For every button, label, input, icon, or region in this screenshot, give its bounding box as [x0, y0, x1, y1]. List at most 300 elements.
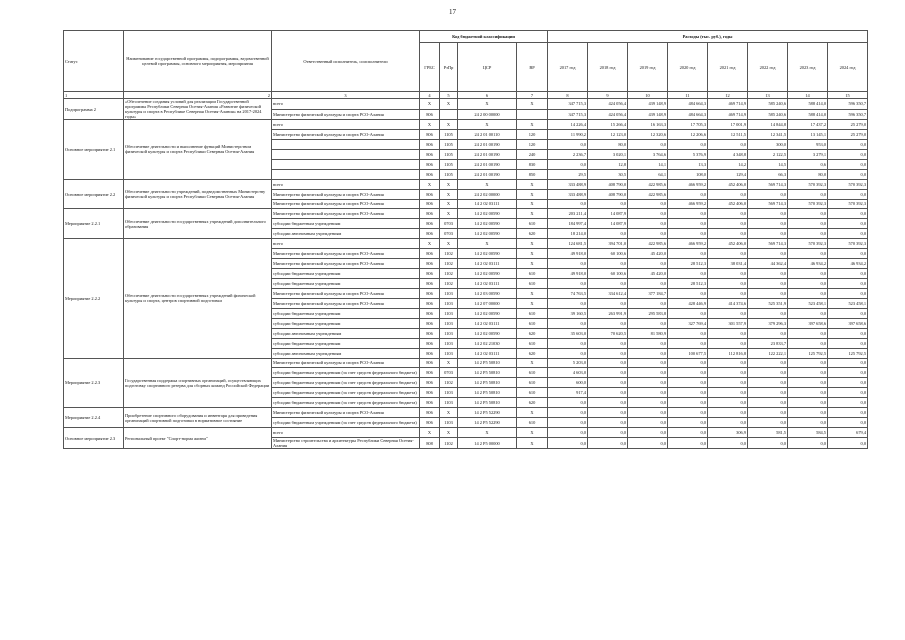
row-value: 0,0 [828, 279, 868, 289]
row-executor [272, 159, 420, 169]
row-value: 0,0 [788, 288, 828, 298]
row-code: X [517, 288, 548, 298]
row-code: X [517, 358, 548, 368]
row-code: 610 [517, 388, 548, 398]
row-value: 0,0 [668, 438, 708, 449]
row-code: X [458, 239, 517, 249]
row-code: 830 [517, 159, 548, 169]
row-value: 0,0 [828, 358, 868, 368]
row-code: 1103 [440, 348, 458, 358]
row-value: 0,0 [828, 169, 868, 179]
row-value: 0,0 [628, 199, 668, 209]
row-executor: Министерство физической культуры и спорта РСО-Алания [272, 358, 420, 368]
row-value: 0,0 [788, 388, 828, 398]
row-value: 0,0 [668, 398, 708, 408]
row-value: 414 374,6 [708, 298, 748, 308]
row-value: 0,0 [788, 378, 828, 388]
row-code: 806 [420, 269, 440, 279]
row-name: Региональный проект "Спорт-норма жизни" [124, 428, 272, 449]
row-code: 806 [420, 229, 440, 239]
row-code: X [420, 428, 440, 438]
row-value: 17 001,9 [708, 120, 748, 130]
row-value: 347 715,3 [548, 109, 588, 120]
row-code: 610 [517, 318, 548, 328]
row-code: 14 2 P5 50810 [458, 398, 517, 408]
row-value: 14,2 [708, 159, 748, 169]
row-value: 0,0 [588, 259, 628, 269]
row-value: 0,0 [748, 288, 788, 298]
row-value: 569 714,3 [748, 179, 788, 189]
row-code: 806 [420, 368, 440, 378]
row-code: X [440, 428, 458, 438]
row-executor [272, 169, 420, 179]
header-year: 2022 год [748, 43, 788, 92]
row-code: 620 [517, 328, 548, 338]
row-value: 0,0 [708, 288, 748, 298]
row-code: 240 [517, 149, 548, 159]
row-value: 23 833,7 [748, 338, 788, 348]
row-value: 0,0 [828, 219, 868, 229]
row-code: 14 2 02 03111 [458, 348, 517, 358]
table-row [64, 179, 868, 189]
row-value: 0,0 [668, 358, 708, 368]
row-code: 806 [420, 298, 440, 308]
row-value: 12 206,6 [668, 129, 708, 139]
row-executor: Министерство физической культуры и спорта РСО-Алания [272, 298, 420, 308]
row-code: X [458, 428, 517, 438]
row-value: 588 414,0 [788, 99, 828, 110]
row-value: 4 348,8 [708, 149, 748, 159]
row-code: X [440, 408, 458, 418]
row-value: 469 714,9 [708, 109, 748, 120]
row-value: 0,0 [828, 249, 868, 259]
row-value: 0,0 [628, 209, 668, 219]
row-value: 0,0 [748, 328, 788, 338]
row-value: 108,0 [668, 169, 708, 179]
row-code: 120 [517, 129, 548, 139]
row-value: 0,0 [788, 269, 828, 279]
row-value: 0,0 [748, 219, 788, 229]
row-code: 24 2 00 00000 [458, 109, 517, 120]
row-value: 12 511,5 [708, 129, 748, 139]
row-executor: Министерство строительства и архитектуры Республики Северная Осетия-Алания [272, 438, 420, 449]
row-value: 439 148,9 [628, 109, 668, 120]
row-code: 120 [517, 139, 548, 149]
row-executor: Министерство физической культуры и спорта РСО-Алания [272, 249, 420, 259]
row-executor: субсидии бюджетным учреждениям (за счет средств федерального бюджета) [272, 398, 420, 408]
row-value: 0,0 [788, 398, 828, 408]
row-value: 0,0 [628, 139, 668, 149]
row-code: 14 2 02 00590 [458, 308, 517, 318]
row-code: 0703 [440, 229, 458, 239]
row-value: 379 296,3 [748, 318, 788, 328]
row-code: 806 [420, 109, 440, 120]
row-status: Основное мероприятие 2.1 [64, 120, 124, 180]
row-value: 424 056,4 [588, 109, 628, 120]
table-row [64, 408, 868, 418]
table-row [64, 209, 868, 219]
row-code: 806 [420, 159, 440, 169]
row-value: 0,0 [788, 438, 828, 449]
row-value: 13,3 [668, 159, 708, 169]
row-value: 125 792,5 [788, 348, 828, 358]
row-value: 347 715,3 [548, 99, 588, 110]
row-value: 0,0 [668, 269, 708, 279]
row-value: 0,0 [748, 438, 788, 449]
row-status: Основное мероприятие 2.2 [64, 179, 124, 209]
row-status: Мероприятие 2.2.4 [64, 408, 124, 428]
header-year: 2023 год [788, 43, 828, 92]
row-code: 24 2 02 00000 [458, 189, 517, 199]
row-value: 377 184,7 [628, 288, 668, 298]
row-value: 0,0 [668, 418, 708, 428]
row-value: 0,0 [828, 269, 868, 279]
row-value: 13 145,1 [788, 129, 828, 139]
row-code: X [517, 259, 548, 269]
row-value: 0,0 [828, 328, 868, 338]
row-value: 452 406,0 [708, 199, 748, 209]
row-executor: субсидии бюджетным учреждениям [272, 269, 420, 279]
row-value: 0,0 [668, 388, 708, 398]
row-code: X [517, 438, 548, 449]
row-value: 3 020,1 [588, 149, 628, 159]
row-value: 0,0 [828, 209, 868, 219]
row-value: 25 279,0 [828, 120, 868, 130]
row-value: 570 392,3 [788, 179, 828, 189]
row-value: 422 985,6 [628, 179, 668, 189]
row-code: 806 [420, 328, 440, 338]
row-code: 1103 [440, 318, 458, 328]
row-value: 2 122,5 [748, 149, 788, 159]
row-value: 0,0 [548, 438, 588, 449]
row-executor: Министерство физической культуры и спорта РСО-Алания [272, 408, 420, 418]
header-year: 2024 год [828, 43, 868, 92]
row-value: 0,0 [788, 189, 828, 199]
row-value: 0,0 [788, 249, 828, 259]
header-year: 2021 год [708, 43, 748, 92]
row-name: Обеспечение деятельности учреждений, подведомственных Министерству физической культуры и спорта Республики Северная Осетия-Алания [124, 179, 272, 209]
row-value: 306,9 [708, 428, 748, 438]
row-code: 806 [420, 169, 440, 179]
row-code: 806 [420, 348, 440, 358]
row-code: 806 [420, 129, 440, 139]
row-value: 45 420,0 [628, 269, 668, 279]
row-code: 14 2 07 00000 [458, 298, 517, 308]
row-value: 917,4 [548, 388, 588, 398]
row-value: 0,0 [708, 328, 748, 338]
row-value: 0,0 [668, 408, 708, 418]
row-name: Государственная поддержка спортивных организаций, осуществляющих подготовку спортивного резерва для сборных команд Российской Федерации [124, 358, 272, 408]
row-value: 0,0 [628, 348, 668, 358]
row-code: X [440, 189, 458, 199]
row-code: X [420, 120, 440, 130]
row-value: 0,0 [628, 408, 668, 418]
table-row [64, 120, 868, 130]
row-code: 1103 [440, 388, 458, 398]
row-value: 0,0 [708, 378, 748, 388]
row-value: 466 959,2 [668, 179, 708, 189]
row-value: 0,0 [668, 189, 708, 199]
row-value: 0,0 [668, 229, 708, 239]
row-code: 806 [420, 388, 440, 398]
row-value: 66,3 [748, 169, 788, 179]
row-value: 466 959,2 [668, 239, 708, 249]
row-value: 0,0 [708, 398, 748, 408]
row-code: 14 2 02 00590 [458, 219, 517, 229]
column-number: 3 [272, 92, 420, 99]
row-value: 0,0 [548, 398, 588, 408]
row-value: 0,0 [788, 209, 828, 219]
row-value: 0,0 [588, 318, 628, 328]
row-value: 0,0 [668, 428, 708, 438]
header-year: 2018 год [588, 43, 628, 92]
row-code: X [440, 120, 458, 130]
row-value: 0,0 [708, 338, 748, 348]
row-code: 24 2 01 00110 [458, 129, 517, 139]
row-value: 0,0 [628, 219, 668, 229]
row-status: Подпрограмма 2 [64, 99, 124, 120]
row-value: 0,0 [748, 229, 788, 239]
table-row [64, 239, 868, 249]
row-value: 2 236,7 [548, 149, 588, 159]
header-status: Статус [64, 31, 124, 92]
row-value: 0,0 [748, 308, 788, 318]
row-value: 0,6 [788, 159, 828, 169]
row-code: 610 [517, 338, 548, 348]
row-code: 14 2 P5 52290 [458, 418, 517, 428]
header-code-group: Код бюджетной классификации [420, 31, 548, 43]
row-value: 14 226,4 [548, 120, 588, 130]
row-value: 124 681,5 [548, 239, 588, 249]
row-code: 620 [517, 348, 548, 358]
row-executor: Министерство физической культуры и спорта РСО-Алания [272, 259, 420, 269]
row-code: 14 2 P5 52290 [458, 408, 517, 418]
row-value: 0,0 [668, 328, 708, 338]
row-value: 0,0 [588, 298, 628, 308]
row-code: 14 2 03 00590 [458, 288, 517, 298]
row-value: 408 790,0 [588, 179, 628, 189]
row-value: 301 557,9 [708, 318, 748, 328]
row-value: 581,5 [748, 428, 788, 438]
row-code: X [440, 358, 458, 368]
row-code: 24 2 01 00190 [458, 159, 517, 169]
row-value: 0,0 [548, 298, 588, 308]
row-value: 569 714,3 [748, 239, 788, 249]
row-code: 806 [420, 249, 440, 259]
row-code: 806 [420, 279, 440, 289]
row-value: 588 414,0 [788, 109, 828, 120]
row-value: 28 512,3 [668, 259, 708, 269]
row-code: 14 2 02 21030 [458, 338, 517, 348]
row-value: 0,0 [708, 209, 748, 219]
row-value: 679,4 [828, 428, 868, 438]
row-code: 1103 [440, 298, 458, 308]
row-value: 422 985,6 [628, 189, 668, 199]
row-value: 0,0 [588, 378, 628, 388]
row-executor: всего [272, 428, 420, 438]
row-value: 0,0 [588, 428, 628, 438]
row-value: 484 664,3 [668, 109, 708, 120]
row-value: 0,0 [828, 288, 868, 298]
row-value: 422 985,6 [628, 239, 668, 249]
row-executor: всего [272, 120, 420, 130]
row-executor: всего [272, 179, 420, 189]
row-value: 424 056,4 [588, 99, 628, 110]
row-code: 620 [517, 398, 548, 408]
row-value: 0,0 [628, 368, 668, 378]
row-value: 0,0 [788, 338, 828, 348]
row-value: 0,0 [748, 189, 788, 199]
row-code: 806 [420, 139, 440, 149]
row-code: 14 2 P5 50810 [458, 358, 517, 368]
row-value: 600,0 [548, 378, 588, 388]
row-value: 0,0 [628, 398, 668, 408]
column-number: 9 [588, 92, 628, 99]
row-value: 953,0 [788, 139, 828, 149]
row-value: 0,0 [828, 368, 868, 378]
row-code: 620 [517, 229, 548, 239]
row-code: X [517, 239, 548, 249]
row-code: 806 [420, 308, 440, 318]
row-value: 334 612,4 [588, 288, 628, 298]
row-value: 14,1 [628, 159, 668, 169]
row-value: 0,0 [668, 249, 708, 259]
row-value: 49 918,0 [548, 269, 588, 279]
row-code: X [517, 209, 548, 219]
row-value: 3 279,1 [788, 149, 828, 159]
header-year: 2019 год [628, 43, 668, 92]
column-number: 7 [517, 92, 548, 99]
row-value: 295 583,8 [628, 308, 668, 318]
row-value: 397 658,6 [828, 318, 868, 328]
row-value: 0,0 [668, 368, 708, 378]
row-value: 0,0 [708, 279, 748, 289]
row-value: 584,5 [788, 428, 828, 438]
row-value: 469 714,9 [708, 99, 748, 110]
budget-table [63, 30, 868, 449]
row-value: 0,0 [788, 308, 828, 318]
row-value: 80,0 [588, 139, 628, 149]
table-body [64, 31, 868, 449]
row-value: 0,0 [548, 199, 588, 209]
row-value: 0,0 [628, 378, 668, 388]
row-code: 610 [517, 418, 548, 428]
row-value: 0,0 [708, 408, 748, 418]
row-value: 394 701,0 [588, 239, 628, 249]
row-code: X [517, 179, 548, 189]
row-value: 0,0 [788, 358, 828, 368]
row-value: 16 163,3 [628, 120, 668, 130]
row-value: 12,8 [588, 159, 628, 169]
header-year: 2020 год [668, 43, 708, 92]
row-code: 14 2 02 03111 [458, 318, 517, 328]
row-value: 0,0 [748, 209, 788, 219]
row-value: 14 087,9 [588, 209, 628, 219]
row-value: 12 320,6 [628, 129, 668, 139]
row-code: 14 2 P5 50810 [458, 368, 517, 378]
row-executor: Министерство физической культуры и спорта РСО-Алания [272, 288, 420, 298]
row-code: 1102 [440, 269, 458, 279]
row-code: 0703 [440, 219, 458, 229]
row-value: 428 446,9 [668, 298, 708, 308]
row-value: 5 376,9 [668, 149, 708, 159]
row-value: 525 351,9 [748, 298, 788, 308]
row-code: 1103 [440, 338, 458, 348]
row-value: 81 580,9 [628, 328, 668, 338]
row-value: 38 031,4 [708, 259, 748, 269]
row-code: 806 [420, 288, 440, 298]
row-value: 0,0 [828, 338, 868, 348]
row-code: 14 2 P5 00000 [458, 438, 517, 449]
row-executor: Министерство физической культуры и спорта РСО-Алания [272, 129, 420, 139]
row-value: 0,0 [548, 348, 588, 358]
row-code: 610 [517, 279, 548, 289]
header-expense-group: Расходы (тыс. руб.), годы [548, 31, 868, 43]
row-value: 0,0 [788, 219, 828, 229]
row-code: 1105 [440, 159, 458, 169]
row-value: 263 991,9 [588, 308, 628, 318]
row-value: 0,0 [708, 368, 748, 378]
row-status: Мероприятие 2.2.3 [64, 358, 124, 408]
row-code [440, 109, 458, 120]
row-value: 0,0 [748, 388, 788, 398]
row-value: 0,0 [828, 408, 868, 418]
column-number: 4 [420, 92, 440, 99]
row-value: 46 934,2 [828, 259, 868, 269]
row-code: X [517, 189, 548, 199]
row-value: 44 362,4 [748, 259, 788, 269]
header-code: ЦСР [458, 43, 517, 92]
row-value: 484 664,3 [668, 99, 708, 110]
row-value: 3 764,6 [628, 149, 668, 159]
row-executor: субсидии автономным учреждениям [272, 328, 420, 338]
row-code: 1103 [440, 308, 458, 318]
row-value: 585 240,6 [748, 109, 788, 120]
row-value: 0,0 [588, 418, 628, 428]
row-code: 806 [420, 318, 440, 328]
header-name: Наименование государственной программы, подпрограммы, ведомственной целевой программы, основного мероприятия, мероприятия [124, 31, 272, 92]
row-value: 15 266,4 [588, 120, 628, 130]
row-value: 0,0 [548, 318, 588, 328]
row-value: 0,0 [828, 418, 868, 428]
row-value: 0,0 [708, 388, 748, 398]
row-code: 806 [420, 418, 440, 428]
row-value: 0,0 [548, 159, 588, 169]
row-code: 1105 [440, 169, 458, 179]
row-value: 0,0 [548, 338, 588, 348]
row-code: 610 [517, 368, 548, 378]
header-code: РзПр [440, 43, 458, 92]
row-code: 610 [517, 308, 548, 318]
row-value: 0,0 [588, 408, 628, 418]
column-number: 10 [628, 92, 668, 99]
row-value: 327 769,4 [668, 318, 708, 328]
row-value: 0,0 [828, 388, 868, 398]
row-value: 0,0 [548, 139, 588, 149]
row-value: 570 392,3 [828, 179, 868, 189]
row-code: 806 [420, 209, 440, 219]
row-value: 11 990,2 [548, 129, 588, 139]
row-code: 806 [420, 189, 440, 199]
row-executor: субсидии автономным учреждениям [272, 348, 420, 358]
row-value: 0,0 [548, 259, 588, 269]
row-value: 0,0 [668, 288, 708, 298]
row-value: 100 677,5 [668, 348, 708, 358]
row-value: 0,0 [828, 398, 868, 408]
row-value: 0,0 [828, 189, 868, 199]
row-value: 0,0 [788, 408, 828, 418]
row-value: 0,0 [548, 408, 588, 418]
